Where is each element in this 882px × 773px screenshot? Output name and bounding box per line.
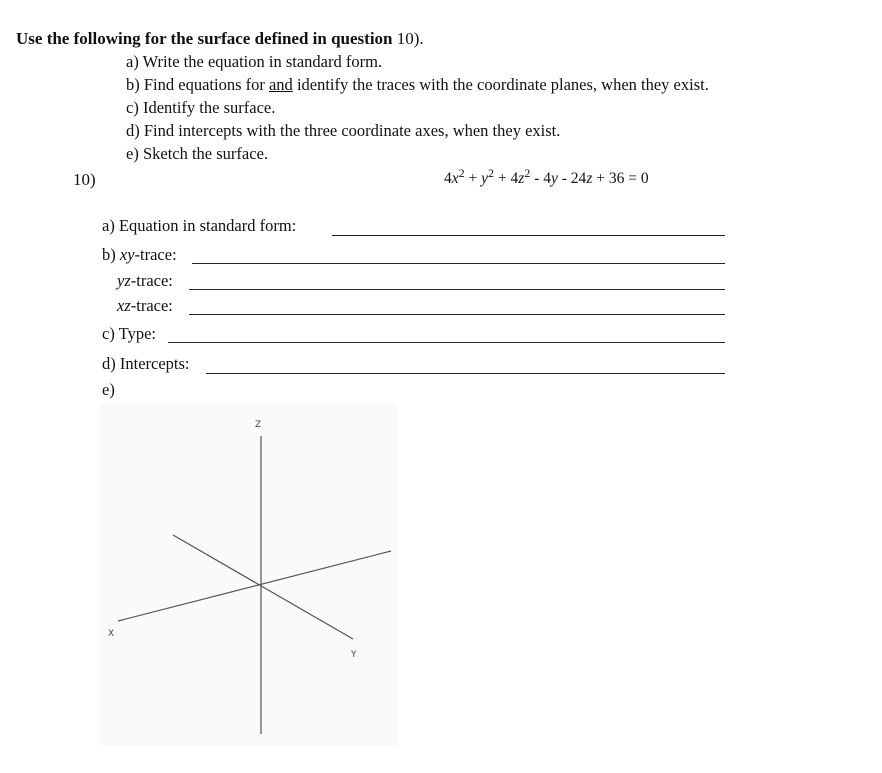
instructions-heading-text: Use the following for the surface defined in question [16,29,397,48]
question-number: 10) [73,170,96,189]
y-axis [173,535,353,639]
task-e: e) Sketch the surface. [126,144,269,163]
eq-term4-pre: - 4 [530,170,551,187]
answer-yz-var: yz [117,271,131,290]
answer-xy-var: xy [119,245,135,264]
answer-xz-trace-label [117,296,173,316]
eq-rest: + 36 = 0 [592,170,649,187]
eq-plus2: + [494,170,511,187]
eq-term2-exp: 2 [488,166,495,180]
z-axis-label: Z [255,420,262,430]
sketch-area[interactable] [100,404,398,746]
eq-term3-exp: 2 [524,166,531,180]
answer-e-label: e) [102,380,115,399]
eq-term1-coef: 4 [444,170,452,187]
eq-term1-exp: 2 [458,166,465,180]
task-a: a) Write the equation in standard form. [126,52,383,71]
task-b-post: identify the traces with the coordinate planes, when they exist. [292,75,709,94]
task-b-underlined: and [268,75,293,94]
answer-xy-suffix: -trace: [134,245,177,264]
eq-term4-var: y [551,170,558,187]
answer-c-label: c) Type: [102,324,156,343]
eq-term1-var: x [451,170,459,187]
task-b [126,75,709,95]
surface-equation [444,166,649,188]
answer-b-prefix: b) [102,245,120,264]
answer-yz-trace-line[interactable] [189,289,725,290]
task-b-pre: b) Find equations for [126,75,269,94]
eq-plus1: + [464,170,482,187]
x-axis [118,551,391,621]
eq-term3-var: z [518,170,525,187]
answer-xy-trace-label [102,245,177,265]
eq-term3-coef: 4 [510,170,519,187]
answer-xy-trace-line[interactable] [192,263,725,264]
answer-xz-suffix: -trace: [130,296,173,315]
task-d: d) Find intercepts with the three coordinate axes, when they exist. [126,121,561,140]
answer-a-label: a) Equation in standard form: [102,216,297,235]
answer-xz-trace-line[interactable] [189,314,725,315]
answer-a-line[interactable] [332,235,725,236]
eq-term5-pre: - 24 [557,170,587,187]
axes-diagram [100,404,398,746]
eq-term5-var: z [586,170,593,187]
answer-d-line[interactable] [206,373,725,374]
answer-yz-trace-label [117,271,173,291]
y-axis-label: Y [351,650,357,660]
answer-yz-suffix: -trace: [130,271,173,290]
answer-c-line[interactable] [168,342,725,343]
instructions-heading [16,29,424,49]
eq-term2-var: y [481,170,489,187]
task-c: c) Identify the surface. [126,98,276,117]
instructions-question-ref: 10). [396,29,424,48]
x-axis-label: X [108,629,115,639]
answer-xz-var: xz [117,296,131,315]
answer-d-label: d) Intercepts: [102,354,190,373]
